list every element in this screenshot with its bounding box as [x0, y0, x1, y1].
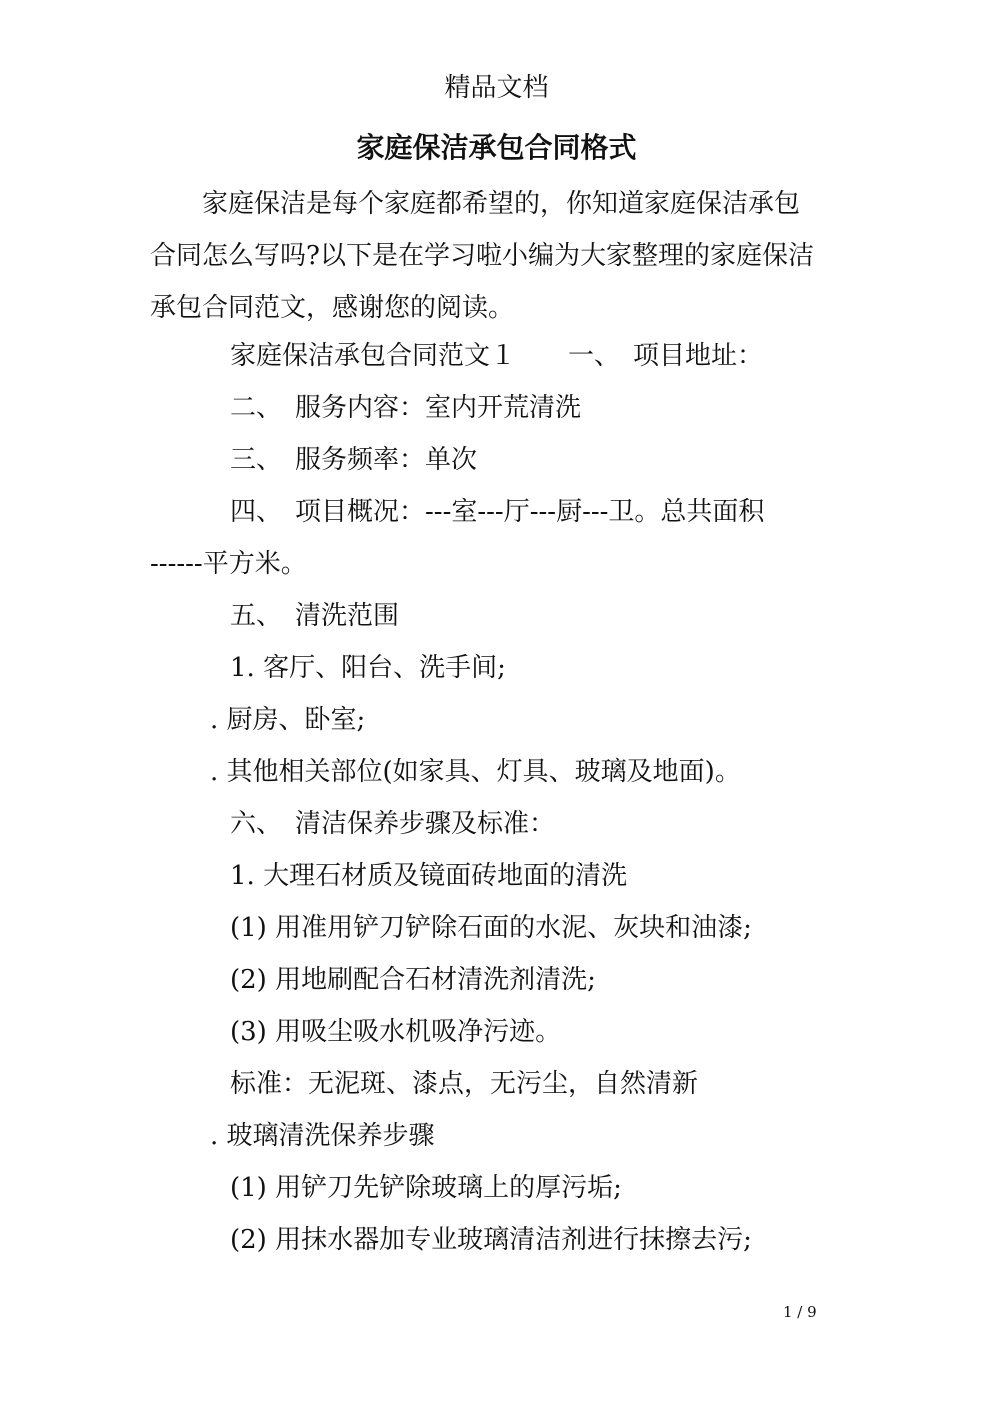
- document-title: 家庭保洁承包合同格式: [356, 131, 637, 164]
- body-line: 二、 服务内容：室内开荒清洗: [230, 393, 582, 423]
- body-line: . 厨房、卧室;: [210, 705, 366, 735]
- body-line: . 玻璃清洗保养步骤: [210, 1121, 435, 1151]
- body-line: ------平方米。: [150, 549, 307, 579]
- body-line: (2) 用地刷配合石材清洗剂清洗;: [230, 965, 596, 995]
- page-header: 精品文档: [444, 73, 549, 103]
- body-line: 四、 项目概况：---室---厅---厨---卫。总共面积: [230, 497, 765, 527]
- body-line: 五、 清洗范围: [230, 601, 400, 631]
- body-line: (3) 用吸尘吸水机吸净污迹。: [230, 1017, 562, 1047]
- intro-line: 合同怎么写吗?以下是在学习啦小编为大家整理的家庭保洁: [150, 241, 814, 271]
- body-line: (1) 用准用铲刀铲除石面的水泥、灰块和油漆;: [230, 913, 752, 943]
- body-line: (2) 用抹水器加专业玻璃清洁剂进行抹擦去污;: [230, 1225, 752, 1255]
- body-line: 六、 清洁保养步骤及标准：: [230, 809, 556, 839]
- page-indicator: 1 / 9: [783, 1303, 817, 1321]
- body-line: 1. 客厅、阳台、洗手间;: [230, 653, 506, 683]
- body-line: 家庭保洁承包合同范文１ 一、 项目地址：: [230, 341, 764, 371]
- body-line: 标准：无泥斑、漆点，无污尘，自然清新: [230, 1069, 699, 1099]
- body-line: 三、 服务频率：单次: [230, 445, 478, 475]
- intro-paragraph: [150, 178, 850, 334]
- body-line: (1) 用铲刀先铲除玻璃上的厚污垢;: [230, 1173, 622, 1203]
- body-line: . 其他相关部位(如家具、灯具、玻璃及地面)。: [210, 757, 741, 787]
- intro-line: 承包合同范文，感谢您的阅读。: [150, 293, 515, 323]
- intro-line: 家庭保洁是每个家庭都希望的，你知道家庭保洁承包: [202, 189, 801, 219]
- body-line: 1. 大理石材质及镜面砖地面的清洗: [230, 861, 628, 891]
